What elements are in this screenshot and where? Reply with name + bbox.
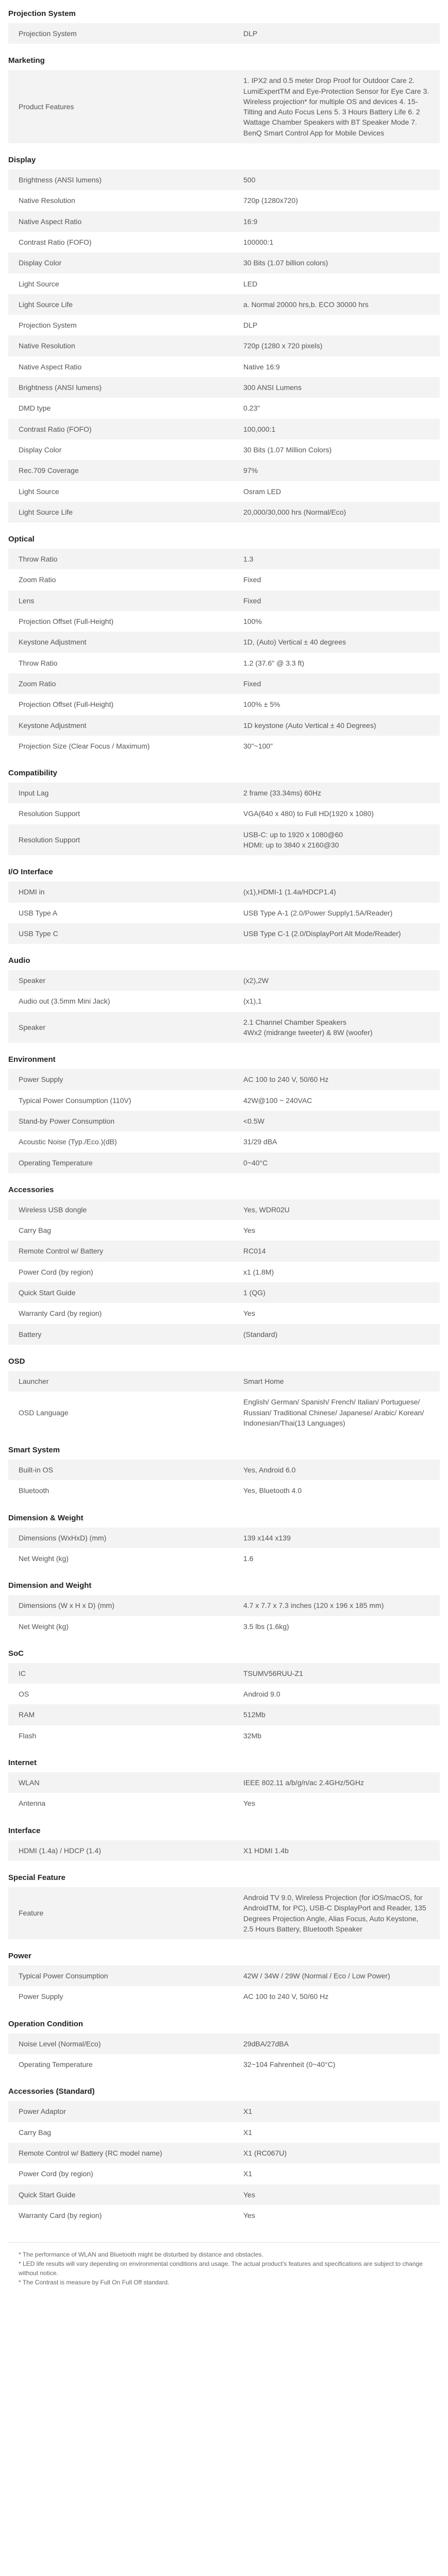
section-title: Audio <box>8 956 30 965</box>
spec-row <box>8 632 440 652</box>
section-title: I/O Interface <box>8 868 53 877</box>
spec-row <box>8 803 440 824</box>
spec-row <box>8 1460 440 1480</box>
spec-table <box>8 1887 440 1939</box>
spec-value: Yes <box>243 1226 255 1235</box>
spec-row <box>8 252 440 273</box>
spec-label: Typical Power Consumption <box>19 1972 108 1980</box>
spec-row <box>8 439 440 460</box>
spec-value: 3.5 lbs (1.6kg) <box>243 1622 289 1631</box>
spec-row <box>8 1012 440 1043</box>
spec-row <box>8 190 440 211</box>
spec-value: DLP <box>243 29 258 38</box>
spec-label: Antenna <box>19 1799 46 1808</box>
spec-label: USB Type A <box>19 908 58 917</box>
spec-value: DLP <box>243 321 258 330</box>
spec-label: Projection System <box>19 321 77 330</box>
section-title: Dimension & Weight <box>8 1513 84 1522</box>
spec-label: Rec.709 Coverage <box>19 466 79 475</box>
spec-table <box>8 1069 440 1173</box>
spec-label: Typical Power Consumption (110V) <box>19 1096 131 1105</box>
spec-label: HDMI in <box>19 888 45 896</box>
spec-label: Projection Offset (Full-Height) <box>19 617 114 626</box>
spec-row <box>8 2101 440 2122</box>
spec-value: VGA(640 x 480) to Full HD(1920 x 1080) <box>243 809 374 818</box>
spec-value: 30 Bits (1.07 Million Colors) <box>243 445 332 454</box>
spec-row <box>8 1887 440 1939</box>
spec-table <box>8 1595 440 1637</box>
spec-label: Zoom Ratio <box>19 679 56 688</box>
spec-value: Android TV 9.0, Wireless Projection (for iOS/macOS, for AndroidTM, for PC), USB-C DisplayPort and Reader, 135 Degrees Projection Angle, Alias Focus, Auto Keystone, 2.5 Hours Battery, Bluetooth Speaker <box>243 1893 426 1933</box>
section-title: Operation Condition <box>8 2019 83 2028</box>
spec-row <box>8 2143 440 2163</box>
spec-value: Fixed <box>243 679 261 688</box>
spec-value: 30 Bits (1.07 billion colors) <box>243 259 328 267</box>
spec-label: Operating Temperature <box>19 2060 93 2069</box>
spec-row <box>8 2184 440 2205</box>
spec-label: Flash <box>19 1731 37 1740</box>
spec-label: Native Resolution <box>19 342 75 350</box>
spec-row <box>8 1684 440 1704</box>
spec-label: RAM <box>19 1710 35 1719</box>
spec-row <box>8 549 440 569</box>
spec-table <box>8 1371 440 1433</box>
spec-table <box>8 783 440 855</box>
spec-row <box>8 824 440 856</box>
spec-label: Native Aspect Ratio <box>19 217 82 226</box>
spec-value: 97% <box>243 466 258 475</box>
spec-table <box>8 1840 440 1861</box>
spec-label: Power Cord (by region) <box>19 2170 93 2178</box>
spec-row <box>8 1090 440 1111</box>
spec-row <box>8 419 440 439</box>
spec-row <box>8 1371 440 1392</box>
spec-value: 139 x144 x139 <box>243 1533 291 1542</box>
spec-label: Keystone Adjustment <box>19 721 87 730</box>
spec-row <box>8 1772 440 1793</box>
spec-label: Dimensions (WxHxD) (mm) <box>19 1533 107 1542</box>
spec-row <box>8 460 440 481</box>
spec-value: RC014 <box>243 1247 266 1256</box>
spec-label: Resolution Support <box>19 809 80 818</box>
spec-label: Warranty Card (by region) <box>19 2211 102 2219</box>
spec-label: Carry Bag <box>19 1226 52 1235</box>
spec-value: 1.6 <box>243 1554 254 1563</box>
spec-row <box>8 481 440 502</box>
spec-label: Light Source <box>19 487 59 496</box>
spec-table <box>8 1460 440 1501</box>
spec-row <box>8 2054 440 2075</box>
spec-row <box>8 2205 440 2226</box>
spec-table <box>8 1528 440 1569</box>
spec-value: 0~40°C <box>243 1158 268 1167</box>
spec-row <box>8 1965 440 1986</box>
spec-label: Native Aspect Ratio <box>19 362 82 371</box>
spec-value: 29dBA/27dBA <box>243 2039 289 2048</box>
spec-value: X1 (RC067U) <box>243 2148 287 2157</box>
spec-value: <0.5W <box>243 1116 264 1125</box>
spec-label: Remote Control w/ Battery (RC model name) <box>19 2148 162 2157</box>
spec-value: 0.23" <box>243 404 260 413</box>
spec-label: Zoom Ratio <box>19 575 56 584</box>
spec-table <box>8 1663 440 1746</box>
spec-row <box>8 335 440 356</box>
spec-label: Native Resolution <box>19 196 75 205</box>
spec-row <box>8 357 440 377</box>
section-title: Smart System <box>8 1446 60 1455</box>
spec-row <box>8 1548 440 1569</box>
spec-value: Yes <box>243 1309 255 1318</box>
spec-value: a. Normal 20000 hrs,b. ECO 30000 hrs <box>243 300 369 309</box>
spec-row <box>8 1282 440 1303</box>
spec-value: 512Mb <box>243 1710 266 1719</box>
section-title: Special Feature <box>8 1873 65 1882</box>
section-title: SoC <box>8 1649 24 1658</box>
spec-label: Feature <box>19 1909 44 1918</box>
spec-row <box>8 1392 440 1433</box>
spec-table <box>8 70 440 143</box>
spec-section <box>8 522 440 756</box>
spec-value: English/ German/ Spanish/ French/ Italian/ Portuguese/ Russian/ Traditional Chinese/ Japanese/ Arabic/ Korean/ Indonesian/Thai(13 Languages) <box>243 1398 424 1427</box>
spec-table <box>8 1965 440 2007</box>
spec-label: Light Source Life <box>19 507 73 516</box>
spec-table <box>8 1772 440 1814</box>
spec-row <box>8 882 440 902</box>
spec-row <box>8 1840 440 1861</box>
spec-label: Bluetooth <box>19 1486 49 1495</box>
spec-value: (x2),2W <box>243 976 269 985</box>
spec-label: Projection Size (Clear Focus / Maximum) <box>19 741 150 750</box>
spec-value: 100% ± 5% <box>243 700 280 709</box>
spec-row <box>8 2033 440 2054</box>
spec-row <box>8 970 440 991</box>
spec-row <box>8 1262 440 1282</box>
spec-value: AC 100 to 240 V, 50/60 Hz <box>243 1992 329 2001</box>
section-title: Display <box>8 156 36 165</box>
spec-value: Yes, Bluetooth 4.0 <box>243 1486 302 1495</box>
spec-label: Resolution Support <box>19 835 80 844</box>
spec-value: x1 (1.8M) <box>243 1267 274 1276</box>
spec-value: (Standard) <box>243 1330 278 1338</box>
spec-label: OS <box>19 1690 29 1699</box>
spec-value: X1 <box>243 2128 253 2137</box>
spec-value: 100000:1 <box>243 238 274 246</box>
spec-value: Osram LED <box>243 487 281 496</box>
spec-label: Stand-by Power Consumption <box>19 1116 114 1125</box>
spec-label: HDMI (1.4a) / HDCP (1.4) <box>19 1846 101 1855</box>
spec-label: Battery <box>19 1330 42 1338</box>
spec-row <box>8 1069 440 1090</box>
section-title: Power <box>8 1952 32 1961</box>
spec-section <box>8 1861 440 1939</box>
spec-row <box>8 1303 440 1324</box>
spec-row <box>8 211 440 232</box>
spec-label: Speaker <box>19 1023 46 1031</box>
spec-section <box>8 855 440 944</box>
section-title: Marketing <box>8 56 45 65</box>
spec-value: USB Type C-1 (2.0/DisplayPort Alt Mode/Reader) <box>243 929 401 938</box>
spec-label: Light Source <box>19 279 59 288</box>
spec-label: Projection Offset (Full-Height) <box>19 700 114 709</box>
footnote: * LED life results will vary depending on environmental conditions and usage. The actual product's features and specifications are subject to change without notice. <box>19 2260 423 2277</box>
spec-section <box>8 44 440 143</box>
spec-value: USB Type A-1 (2.0/Power Supply1.5A/Reader) <box>243 908 393 917</box>
spec-label: Projection System <box>19 29 77 38</box>
spec-row <box>8 783 440 803</box>
spec-label: Noise Level (Normal/Eco) <box>19 2039 101 2048</box>
spec-section <box>8 756 440 855</box>
spec-value: 2.1 Channel Chamber Speakers 4Wx2 (midrange tweeter) & 8W (woofer) <box>243 1018 373 1037</box>
spec-row <box>8 1725 440 1746</box>
spec-value: 16:9 <box>243 217 258 226</box>
spec-label: Wireless USB dongle <box>19 1205 87 1214</box>
spec-value: AC 100 to 240 V, 50/60 Hz <box>243 1075 329 1084</box>
spec-table <box>8 2033 440 2075</box>
spec-label: Throw Ratio <box>19 658 58 667</box>
spec-value: 42W / 34W / 29W (Normal / Eco / Low Power) <box>243 1972 390 1980</box>
spec-section <box>8 1173 440 1345</box>
spec-value: Native 16:9 <box>243 362 280 371</box>
spec-row <box>8 2122 440 2143</box>
spec-row <box>8 23 440 44</box>
spec-value: Yes, WDR02U <box>243 1205 290 1214</box>
spec-label: Power Cord (by region) <box>19 1267 93 1276</box>
spec-label: WLAN <box>19 1778 40 1787</box>
spec-row <box>8 1616 440 1637</box>
spec-row <box>8 903 440 923</box>
spec-label: Carry Bag <box>19 2128 52 2137</box>
spec-label: IC <box>19 1669 26 1677</box>
section-title: Optical <box>8 535 35 544</box>
spec-label: Dimensions (W x H x D) (mm) <box>19 1601 114 1610</box>
spec-table <box>8 23 440 44</box>
spec-value: 1.3 <box>243 555 254 564</box>
spec-value: (x1),1 <box>243 997 262 1006</box>
spec-row <box>8 1528 440 1548</box>
spec-value: Yes <box>243 1799 255 1808</box>
section-title: Accessories <box>8 1185 54 1194</box>
spec-section <box>8 1345 440 1433</box>
spec-label: Built-in OS <box>19 1466 53 1475</box>
spec-row <box>8 590 440 611</box>
spec-value: Yes <box>243 2190 255 2199</box>
spec-row <box>8 1153 440 1173</box>
section-title: Accessories (Standard) <box>8 2087 95 2096</box>
spec-row <box>8 170 440 190</box>
spec-label: Throw Ratio <box>19 555 58 564</box>
spec-section <box>8 1569 440 1637</box>
spec-label: Power Adaptor <box>19 2107 66 2116</box>
spec-value: 2 frame (33.34ms) 60Hz <box>243 789 321 798</box>
spec-row <box>8 653 440 673</box>
spec-label: Contrast Ratio (FOFO) <box>19 238 92 246</box>
spec-table <box>8 970 440 1043</box>
spec-label: Brightness (ANSI lumens) <box>19 176 102 184</box>
spec-value: X1 <box>243 2107 253 2116</box>
spec-section <box>8 1814 440 1861</box>
spec-label: Operating Temperature <box>19 1158 93 1167</box>
spec-section <box>8 1501 440 1569</box>
spec-table <box>8 2101 440 2226</box>
spec-label: Keystone Adjustment <box>19 638 87 647</box>
spec-label: Brightness (ANSI lumens) <box>19 383 102 392</box>
spec-value: 42W@100 ~ 240VAC <box>243 1096 312 1105</box>
spec-label: Product Features <box>19 103 74 111</box>
spec-row <box>8 1220 440 1241</box>
spec-value: Smart Home <box>243 1377 284 1385</box>
spec-value: 720p (1280 x 720 pixels) <box>243 342 323 350</box>
spec-value: 32~104 Fahrenheit (0~40°C) <box>243 2060 336 2069</box>
spec-label: Audio out (3.5mm Mini Jack) <box>19 997 110 1006</box>
section-title: Projection System <box>8 9 76 18</box>
spec-table <box>8 549 440 756</box>
spec-label: Power Supply <box>19 1075 63 1084</box>
spec-value: 32Mb <box>243 1731 262 1740</box>
spec-value: X1 HDMI 1.4b <box>243 1846 289 1855</box>
spec-value: 20,000/30,000 hrs (Normal/Eco) <box>243 507 346 516</box>
spec-row <box>8 1793 440 1814</box>
spec-table <box>8 170 440 522</box>
spec-value: USB-C: up to 1920 x 1080@60 HDMI: up to 3840 x 2160@30 <box>243 830 343 849</box>
spec-row <box>8 673 440 694</box>
spec-table <box>8 882 440 944</box>
spec-value: LED <box>243 279 258 288</box>
spec-row <box>8 1480 440 1501</box>
spec-row <box>8 1324 440 1345</box>
spec-label: Contrast Ratio (FOFO) <box>19 425 92 433</box>
section-title: OSD <box>8 1357 25 1366</box>
footnote: * The performance of WLAN and Bluetooth might be disturbed by distance and obstacles. <box>19 2251 263 2259</box>
spec-row <box>8 991 440 1011</box>
spec-value: 30"~100" <box>243 741 273 750</box>
spec-row <box>8 1663 440 1684</box>
spec-value: X1 <box>243 2170 253 2178</box>
spec-row <box>8 502 440 522</box>
spec-value: IEEE 802.11 a/b/g/n/ac 2.4GHz/5GHz <box>243 1778 364 1787</box>
spec-section <box>8 0 440 44</box>
spec-section <box>8 1637 440 1746</box>
spec-row <box>8 274 440 294</box>
spec-row <box>8 923 440 944</box>
spec-label: DMD type <box>19 404 51 413</box>
spec-row <box>8 315 440 335</box>
spec-value: Android 9.0 <box>243 1690 280 1699</box>
spec-value: 500 <box>243 176 256 184</box>
footnotes <box>8 2242 440 2287</box>
spec-label: Quick Start Guide <box>19 1289 76 1297</box>
spec-row <box>8 715 440 736</box>
spec-label: Display Color <box>19 445 62 454</box>
spec-value: 100% <box>243 617 262 626</box>
spec-row <box>8 398 440 418</box>
spec-value: 1D, (Auto) Vertical ± 40 degrees <box>243 638 346 647</box>
spec-row <box>8 1199 440 1220</box>
spec-row <box>8 611 440 632</box>
spec-row <box>8 1595 440 1616</box>
spec-label: Lens <box>19 596 35 605</box>
spec-label: Display Color <box>19 259 62 267</box>
spec-row <box>8 70 440 143</box>
spec-label: Net Weight (kg) <box>19 1554 69 1563</box>
spec-table <box>8 1199 440 1345</box>
section-title: Environment <box>8 1055 56 1064</box>
section-title: Dimension and Weight <box>8 1581 92 1590</box>
spec-label: Power Supply <box>19 1992 63 2001</box>
spec-value: 4.7 x 7.7 x 7.3 inches (120 x 196 x 185 mm) <box>243 1601 384 1610</box>
spec-section <box>8 143 440 522</box>
spec-value: 1 (QG) <box>243 1289 266 1297</box>
spec-row <box>8 694 440 715</box>
spec-row <box>8 377 440 398</box>
spec-value: TSUMV56RUU-Z1 <box>243 1669 303 1677</box>
spec-label: Warranty Card (by region) <box>19 1309 102 1318</box>
spec-label: OSD Language <box>19 1408 69 1417</box>
spec-value: Fixed <box>243 596 261 605</box>
spec-row <box>8 1131 440 1152</box>
spec-label: Quick Start Guide <box>19 2190 76 2199</box>
spec-section <box>8 2007 440 2075</box>
spec-row <box>8 232 440 252</box>
spec-row <box>8 1986 440 2007</box>
spec-section <box>8 1433 440 1501</box>
spec-row <box>8 736 440 756</box>
spec-section <box>8 2075 440 2226</box>
spec-value: Yes, Android 6.0 <box>243 1466 296 1475</box>
spec-row <box>8 1241 440 1261</box>
spec-row <box>8 294 440 315</box>
spec-label: Acoustic Noise (Typ./Eco.)(dB) <box>19 1138 117 1146</box>
spec-section <box>8 1939 440 2007</box>
spec-value: 100,000:1 <box>243 425 276 433</box>
section-title: Compatibility <box>8 769 58 778</box>
spec-row <box>8 2163 440 2184</box>
spec-label: Input Lag <box>19 789 49 798</box>
spec-value: Yes <box>243 2211 255 2219</box>
section-title: Interface <box>8 1826 41 1835</box>
spec-value: 31/29 dBA <box>243 1138 277 1146</box>
spec-label: USB Type C <box>19 929 58 938</box>
section-title: Internet <box>8 1758 37 1768</box>
spec-section <box>8 1746 440 1814</box>
spec-value: 1. IPX2 and 0.5 meter Drop Proof for Outdoor Care 2. LumiExpertTM and Eye-Protection Sensor for Eye Care 3. Wireless projection* for multiple OS and devices 4. 15-Tilting and Auto Focus Lens 5. 3 Hours Battery Life 6. 2 Wattage Chamber Speakers with BT Speaker Mode 7. BenQ Smart Control App for Mobile Devices <box>243 76 429 137</box>
spec-value: (x1),HDMI-1 (1.4a/HDCP1.4) <box>243 888 336 896</box>
spec-value: 1.2 (37.6" @ 3.3 ft) <box>243 658 305 667</box>
spec-value: Fixed <box>243 575 261 584</box>
spec-value: 300 ANSI Lumens <box>243 383 302 392</box>
spec-row <box>8 1111 440 1131</box>
spec-label: Net Weight (kg) <box>19 1622 69 1631</box>
spec-row <box>8 569 440 590</box>
spec-label: Speaker <box>19 976 46 985</box>
spec-value: 1D keystone (Auto Vertical ± 40 Degrees) <box>243 721 376 730</box>
spec-value: 720p (1280x720) <box>243 196 298 205</box>
spec-section <box>8 1043 440 1173</box>
footnote: * The Contrast is measure by Full On Full Off standard. <box>19 2279 170 2286</box>
spec-row <box>8 1704 440 1725</box>
spec-label: Launcher <box>19 1377 49 1385</box>
spec-label: Light Source Life <box>19 300 73 309</box>
spec-section <box>8 944 440 1043</box>
spec-label: Remote Control w/ Battery <box>19 1247 104 1256</box>
